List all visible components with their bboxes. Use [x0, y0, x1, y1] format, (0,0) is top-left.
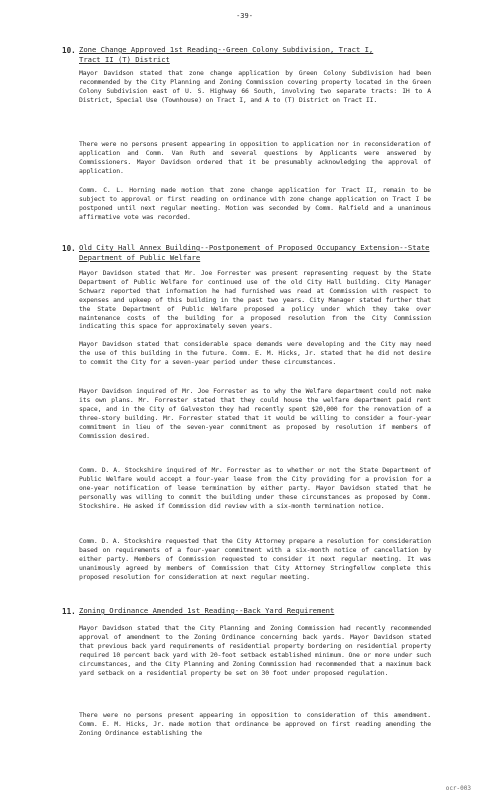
section-1-paragraph-2: There were no persons present appearing in opposition to application nor in reconsideration of application and Comm. Van Ruth and several questions by Applicants were answered by Commissioners. Mayor Davidson ordered that it be presumably acknowledging the approval of application. [79, 140, 431, 175]
section-2-heading-line-1: Old City Hall Annex Building--Postponement of Proposed Occupancy Extension--State Department of Public Welfare [79, 243, 430, 262]
section-3-heading [79, 606, 439, 616]
section-3-paragraph-1: Mayor Davidson stated that the City Planning and Zoning Commission had recently recommended approval of amendment to the Zoning Ordinance concerning back yards. Mayor Davidson stated that previous back yard requirements of residential property bordering on residential property required 10 percent back yard with 20-foot setback established minimum. One or more under such circumstances, and the City Planning and Zoning Commission had recommended that a maximum back yard setback on a residential property be set on 30 foot under proposed regulation. [79, 624, 431, 677]
section-3-paragraph-2: There were no persons present appearing in opposition to consideration of this amendment. Comm. E. M. Hicks, Jr. made motion that ordinance be approved on first reading amending the Zoning Ordinance establishing the [79, 711, 431, 737]
section-1-paragraph-3: Comm. C. L. Horning made motion that zone change application for Tract II, remain to be subject to approval or first reading on ordinance with zone change application on Tract I be postponed until next regular meeting. Motion was seconded by Comm. Ralfield and a unanimous affirmative vote was recorded. [79, 186, 431, 221]
section-3-heading-line-1: Zoning Ordinance Amended 1st Reading--Back Yard Requirement [79, 606, 335, 615]
section-1-heading [79, 45, 439, 65]
section-1-heading-line-2: Tract II (T) District [79, 54, 170, 64]
section-2-paragraph-2: Mayor Davidson stated that considerable space demands were developing and the City may need the use of this building in the future. Comm. E. M. Hicks, Jr. stated that he did not desire to commit the City for a seven-year period under these circumstances. [79, 340, 431, 366]
section-2-paragraph-3: Mayor Davidson inquired of Mr. Joe Forrester as to why the Welfare department could not make its own plans. Mr. Forrester stated that they could house the welfare department paid rent space, and in the City of Galveston they had recently spent $20,000 for the renovation of a three-story building. Mr. Forrester stated that it would be willing to consider a four-year commitment in lieu of the seven-year commitment as proposed by resolution if members of Commission desired. [79, 387, 431, 440]
page-number: -39- [236, 12, 253, 20]
section-2-paragraph-5: Comm. D. A. Stockshire requested that the City Attorney prepare a resolution for consideration based on requirements of a four-year commitment with a six-month notice of cancellation by either party. Members of Commission requested to consider it next regular meeting. It was unanimously agreed by members of Commission that City Attorney Stringfellow complete this proposed resolution for consideration at next regular meeting. [79, 537, 431, 581]
section-2-heading [79, 243, 439, 263]
section-1-number: 10. [62, 46, 76, 55]
section-1-paragraph-1: Mayor Davidson stated that zone change application by Green Colony Subdivision had been recommended by the City Planning and Zoning Commission covering property located in the Green Colony Subdivision east of U. S. Highway 66 South, involving two separate tracts: IH to A District, Special Use (Townhouse) on Tract I, and A to (T) District on Tract II. [79, 69, 431, 104]
section-2-paragraph-4: Comm. D. A. Stockshire inquired of Mr. Forrester as to whether or not the State Department of Public Welfare would accept a four-year lease from the City providing for a provision for a one-year notification of lease termination by either party. Mayor Davidson stated that he personally was willing to commit the building under these circumstances as proposed by Comm. Stockshire. He asked if Commission did review with a six-month termination notice. [79, 466, 431, 510]
section-1-heading-line-1: Zone Change Approved 1st Reading--Green Colony Subdivision, Tract I, [79, 45, 374, 54]
scan-stamp: ocr-003 [445, 785, 471, 792]
section-2-paragraph-1: Mayor Davidson stated that Mr. Joe Forrester was present representing request by the State Department of Public Welfare for continued use of the old City Hall building. City Manager Schwarz reported that information he had furnished was read at Commission with respect to expenses and upkeep of this building in the past two years. City Manager stated further that the State Department of Public Welfare proposed a policy under which they take over maintenance costs of the building for a proposed resolution from the City Commission indicating this space for approximately seven years. [79, 269, 431, 331]
section-2-number: 10. [62, 244, 76, 253]
section-3-number: 11. [62, 607, 76, 616]
